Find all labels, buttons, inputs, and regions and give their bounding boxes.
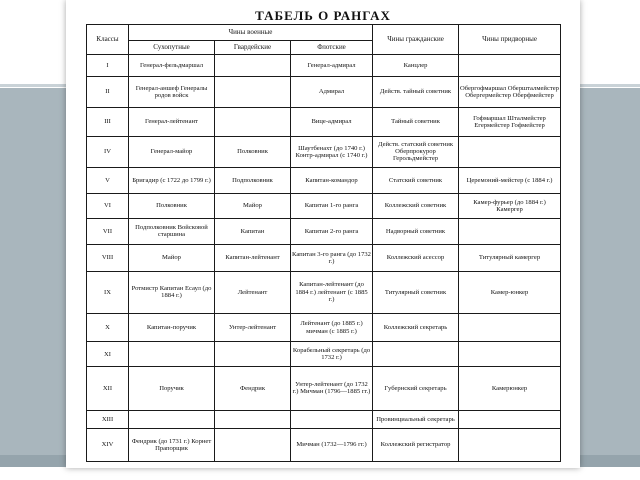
cell-court xyxy=(459,55,561,77)
cell-army: Фендрик (до 1731 г.) Корнет Прапорщик xyxy=(129,428,215,461)
cell-civil: Действ. статский советник Оберпрокурор Герольдмейстер xyxy=(373,136,459,167)
cell-civil: Титулярный советник xyxy=(373,271,459,313)
cell-court: Титулярный камергер xyxy=(459,245,561,272)
table-row xyxy=(87,77,561,108)
cell-court xyxy=(459,218,561,245)
cell-court: Обергофмаршал Обершталмейстер Обергермейстер Оберфмейстер xyxy=(459,77,561,108)
cell-cls: IX xyxy=(87,271,129,313)
cell-navy: Генерал-адмирал xyxy=(291,55,373,77)
cell-navy: Шаутбенахт (до 1740 г.) Контр-адмирал (с 1740 г.) xyxy=(291,136,373,167)
cell-court: Камерюнкер xyxy=(459,366,561,410)
cell-cls: VIII xyxy=(87,245,129,272)
cell-guard xyxy=(215,77,291,108)
cell-civil: Коллежский регистратор xyxy=(373,428,459,461)
cell-civil xyxy=(373,342,459,366)
cell-guard: Капитан xyxy=(215,218,291,245)
table-row xyxy=(87,342,561,366)
cell-army: Поручик xyxy=(129,366,215,410)
cell-navy: Капитан 1-го ранга xyxy=(291,194,373,218)
table-row xyxy=(87,313,561,342)
cell-court: Церемоний-мейстер (с 1884 г.) xyxy=(459,167,561,194)
cell-civil: Коллежский асессор xyxy=(373,245,459,272)
cell-cls: XIII xyxy=(87,411,129,429)
cell-guard: Подполковник xyxy=(215,167,291,194)
table-row xyxy=(87,108,561,137)
cell-cls: VI xyxy=(87,194,129,218)
header-navy: Флотские xyxy=(291,41,373,55)
table-row xyxy=(87,136,561,167)
cell-civil: Действ. тайный советник xyxy=(373,77,459,108)
cell-guard: Капитан-лейтенант xyxy=(215,245,291,272)
cell-cls: VII xyxy=(87,218,129,245)
table-row xyxy=(87,167,561,194)
cell-army: Ротмистр Капитан Есаул (до 1884 г.) xyxy=(129,271,215,313)
cell-civil: Тайный советник xyxy=(373,108,459,137)
header-civil: Чины гражданские xyxy=(373,25,459,55)
cell-guard xyxy=(215,428,291,461)
cell-cls: III xyxy=(87,108,129,137)
header-military: Чины военные xyxy=(129,25,373,41)
cell-navy: Лейтенант (до 1885 г.) мичман (с 1885 г.) xyxy=(291,313,373,342)
cell-civil: Губернский секретарь xyxy=(373,366,459,410)
table-row xyxy=(87,366,561,410)
cell-navy: Унтер-лейтенант (до 1732 г.) Мичман (1796—1885 гг.) xyxy=(291,366,373,410)
cell-army: Генерал-майор xyxy=(129,136,215,167)
cell-court xyxy=(459,411,561,429)
header-court: Чины придворные xyxy=(459,25,561,55)
cell-court xyxy=(459,313,561,342)
table-row xyxy=(87,271,561,313)
cell-army: Капитан-поручик xyxy=(129,313,215,342)
cell-guard xyxy=(215,55,291,77)
page-title: ТАБЕЛЬ О РАНГАХ xyxy=(255,8,391,23)
cell-navy: Вице-адмирал xyxy=(291,108,373,137)
cell-court: Гофмаршал Шталмейстер Егермейстер Гофмейстер xyxy=(459,108,561,137)
cell-army xyxy=(129,411,215,429)
document-sheet xyxy=(66,0,580,468)
cell-court: Камер-юнкер xyxy=(459,271,561,313)
cell-guard: Унтер-лейтенант xyxy=(215,313,291,342)
cell-army: Майор xyxy=(129,245,215,272)
cell-guard xyxy=(215,108,291,137)
cell-army: Подполковник Войсковой старшина xyxy=(129,218,215,245)
cell-navy: Адмирал xyxy=(291,77,373,108)
table-row xyxy=(87,55,561,77)
cell-guard: Лейтенант xyxy=(215,271,291,313)
cell-army: Генерал-аншеф Генералы родов войск xyxy=(129,77,215,108)
cell-navy: Капитан 2-го ранга xyxy=(291,218,373,245)
cell-navy: Мичман (1732—1796 гг.) xyxy=(291,428,373,461)
cell-cls: XI xyxy=(87,342,129,366)
table-row xyxy=(87,218,561,245)
cell-navy: Капитан 3-го ранга (до 1732 г.) xyxy=(291,245,373,272)
ranks-table xyxy=(86,24,561,462)
cell-cls: XIV xyxy=(87,428,129,461)
cell-cls: IV xyxy=(87,136,129,167)
cell-civil: Канцлер xyxy=(373,55,459,77)
cell-army: Полковник xyxy=(129,194,215,218)
header-classes: Классы xyxy=(87,25,129,55)
cell-navy xyxy=(291,411,373,429)
cell-guard xyxy=(215,411,291,429)
table-row xyxy=(87,411,561,429)
cell-guard: Фендрик xyxy=(215,366,291,410)
cell-navy: Капитан-командор xyxy=(291,167,373,194)
cell-civil: Статский советник xyxy=(373,167,459,194)
cell-cls: V xyxy=(87,167,129,194)
cell-army: Бригадир (с 1722 до 1799 г.) xyxy=(129,167,215,194)
cell-army: Генерал-лейтенант xyxy=(129,108,215,137)
header-army: Сухопутные xyxy=(129,41,215,55)
cell-court xyxy=(459,428,561,461)
cell-guard: Полковник xyxy=(215,136,291,167)
cell-civil: Провинциальный секретарь xyxy=(373,411,459,429)
cell-navy: Корабельный секретарь (до 1732 г.) xyxy=(291,342,373,366)
cell-guard xyxy=(215,342,291,366)
cell-court: Камер-фурьер (до 1884 г.) Камергер xyxy=(459,194,561,218)
cell-court xyxy=(459,342,561,366)
cell-guard: Майор xyxy=(215,194,291,218)
table-row xyxy=(87,428,561,461)
cell-cls: II xyxy=(87,77,129,108)
cell-civil: Коллежский секретарь xyxy=(373,313,459,342)
header-guard: Гвардейские xyxy=(215,41,291,55)
table-row xyxy=(87,245,561,272)
cell-cls: XII xyxy=(87,366,129,410)
cell-cls: X xyxy=(87,313,129,342)
table-row xyxy=(87,194,561,218)
cell-army: Генерал-фельдмаршал xyxy=(129,55,215,77)
cell-civil: Надворный советник xyxy=(373,218,459,245)
cell-navy: Капитан-лейтенант (до 1884 г.) лейтенант (с 1885 г.) xyxy=(291,271,373,313)
cell-cls: I xyxy=(87,55,129,77)
cell-court xyxy=(459,136,561,167)
cell-civil: Коллежский советник xyxy=(373,194,459,218)
cell-army xyxy=(129,342,215,366)
